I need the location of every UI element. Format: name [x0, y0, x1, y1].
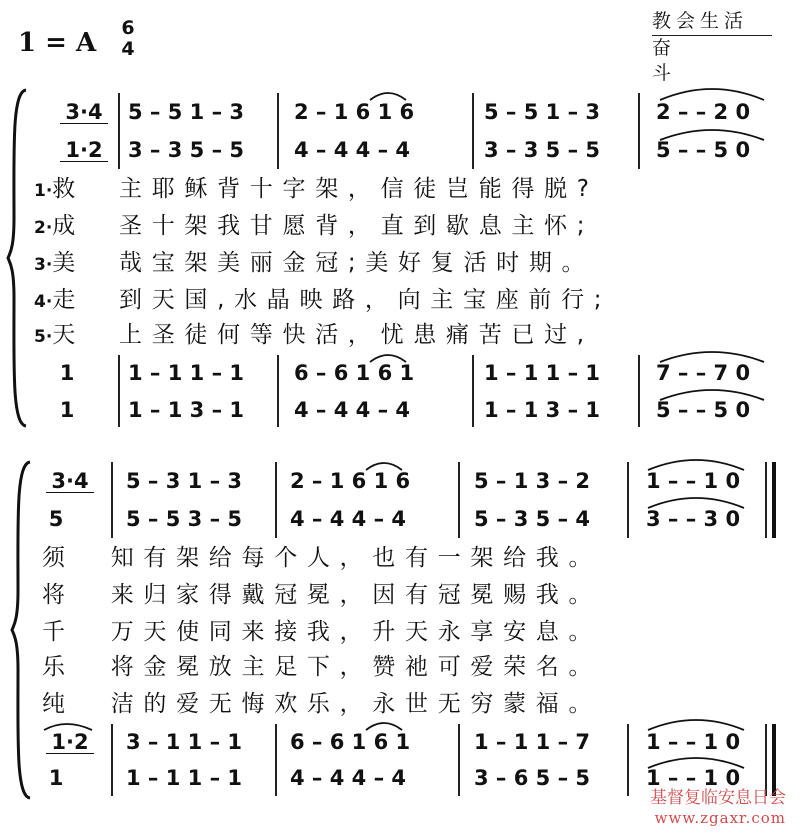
system2-alto-m1: 5 – 5 3 – 5 — [126, 507, 243, 531]
system1-pickup-bass: 1 — [59, 398, 75, 422]
system2-pickup-alto: 5 — [48, 507, 64, 531]
system2-tenor-m2: 6 – 6 1 6 1 — [290, 730, 411, 754]
system2-pickup-bass: 1 — [48, 766, 64, 790]
watermark-url: www.zgaxr.com — [654, 809, 786, 827]
system1-soprano-m4: 2 – – 2 0 — [656, 100, 751, 124]
verse-first-char: 乐 — [42, 654, 75, 680]
system2-bass-m2: 4 – 4 4 – 4 — [290, 766, 407, 790]
system1-alto-m2: 4 – 4 4 – 4 — [294, 138, 411, 162]
system2-soprano-m4: 1 – – 1 0 — [646, 469, 741, 493]
key-signature: 1 = A — [18, 28, 97, 58]
system1-pickup-soprano: 3·4 — [60, 101, 108, 124]
system2-bass-m3: 3 – 6 5 – 5 — [474, 766, 591, 790]
system2-bass-m1: 1 – 1 1 – 1 — [126, 766, 243, 790]
system2-alto-m3: 5 – 3 5 – 4 — [474, 507, 591, 531]
system2-tenor-m3: 1 – 1 1 – 7 — [474, 730, 591, 754]
verse-text: 洁的爱无悔欢乐，永世无穷蒙福。 — [110, 691, 602, 717]
verse-text: 上圣徒何等快活，忧患痛苦已过, — [119, 322, 594, 348]
system1-alto-m4: 5 – – 5 0 — [656, 138, 751, 162]
verse-first-char: 将 — [42, 582, 75, 608]
verse-first-char: 千 — [42, 619, 75, 645]
system2-soprano-m1: 5 – 3 1 – 3 — [126, 469, 243, 493]
verse-number: 4· — [34, 292, 53, 312]
verse-text: 主耶稣背十字架，信徒岂能得脱? — [119, 176, 599, 202]
time-signature-bottom: 4 — [121, 38, 135, 60]
verse-first-char: 须 — [42, 545, 75, 571]
verse-text: 圣十架我甘愿背，直到歇息主怀; — [119, 213, 595, 239]
verse-first-char: 天 — [52, 322, 85, 348]
system1-soprano-m3: 5 – 5 1 – 3 — [484, 100, 601, 124]
verse-number: 1· — [34, 181, 53, 201]
system1-alto-m3: 3 – 3 5 – 5 — [484, 138, 601, 162]
verse-text: 来归家得戴冠冕，因有冠冕赐我。 — [110, 582, 602, 608]
verse-text: 哉宝架美丽金冠;美好复活时期。 — [119, 250, 595, 276]
verse-first-char: 成 — [52, 213, 85, 239]
system1-bass-m3: 1 – 1 3 – 1 — [484, 398, 601, 422]
system1-soprano-m1: 5 – 5 1 – 3 — [128, 100, 245, 124]
verse-text: 到天国,水晶映路，向主宝座前行; — [119, 287, 612, 313]
watermark — [650, 788, 786, 828]
source-category: 教会生活 — [652, 9, 772, 36]
verse-number: 2· — [34, 218, 53, 238]
system1-pickup-alto: 1·2 — [60, 139, 108, 162]
system1-bass-m2: 4 – 4 4 – 4 — [294, 398, 411, 422]
verse-number: 5· — [34, 327, 53, 347]
system2-tenor-m1: 3 – 1 1 – 1 — [126, 730, 243, 754]
verse-first-char: 纯 — [42, 691, 75, 717]
system1-tenor-m2: 6 – 6 1 6 1 — [294, 361, 415, 385]
verse-text: 知有架给每个人，也有一架给我。 — [110, 545, 602, 571]
system1-soprano-m2: 2 – 1 6 1 6 — [294, 100, 415, 124]
tune-name: 奋 斗 — [652, 37, 732, 84]
system1-tenor-m1: 1 – 1 1 – 1 — [128, 361, 245, 385]
system1-tenor-m4: 7 – – 7 0 — [656, 361, 751, 385]
verse-first-char: 走 — [52, 287, 85, 313]
system1-alto-m1: 3 – 3 5 – 5 — [128, 138, 245, 162]
time-signature-top: 6 — [121, 17, 135, 39]
verse-first-char: 美 — [52, 250, 85, 276]
system2-pickup-soprano: 3·4 — [46, 470, 94, 493]
system2-ties — [0, 440, 800, 820]
verse-number: 3· — [34, 255, 53, 275]
system1-bass-m1: 1 – 1 3 – 1 — [128, 398, 245, 422]
watermark-title: 基督复临安息日会 — [650, 788, 786, 808]
verse-text: 将金冕放主足下，赞祂可爱荣名。 — [110, 654, 602, 680]
system2-soprano-m3: 5 – 1 3 – 2 — [474, 469, 591, 493]
system2-pickup-tenor: 1·2 — [46, 731, 94, 754]
verse-text: 万天使同来接我，升天永享安息。 — [110, 619, 602, 645]
system2-alto-m2: 4 – 4 4 – 4 — [290, 507, 407, 531]
verse-first-char: 救 — [52, 176, 85, 202]
system1-pickup-tenor: 1 — [59, 361, 75, 385]
system2-bass-m4: 1 – – 1 0 — [646, 766, 741, 790]
system1-tenor-m3: 1 – 1 1 – 1 — [484, 361, 601, 385]
system1-bass-m4: 5 – – 5 0 — [656, 398, 751, 422]
system2-soprano-m2: 2 – 1 6 1 6 — [290, 469, 411, 493]
system2-alto-m4: 3 – – 3 0 — [646, 507, 741, 531]
system2-tenor-m4: 1 – – 1 0 — [646, 730, 741, 754]
